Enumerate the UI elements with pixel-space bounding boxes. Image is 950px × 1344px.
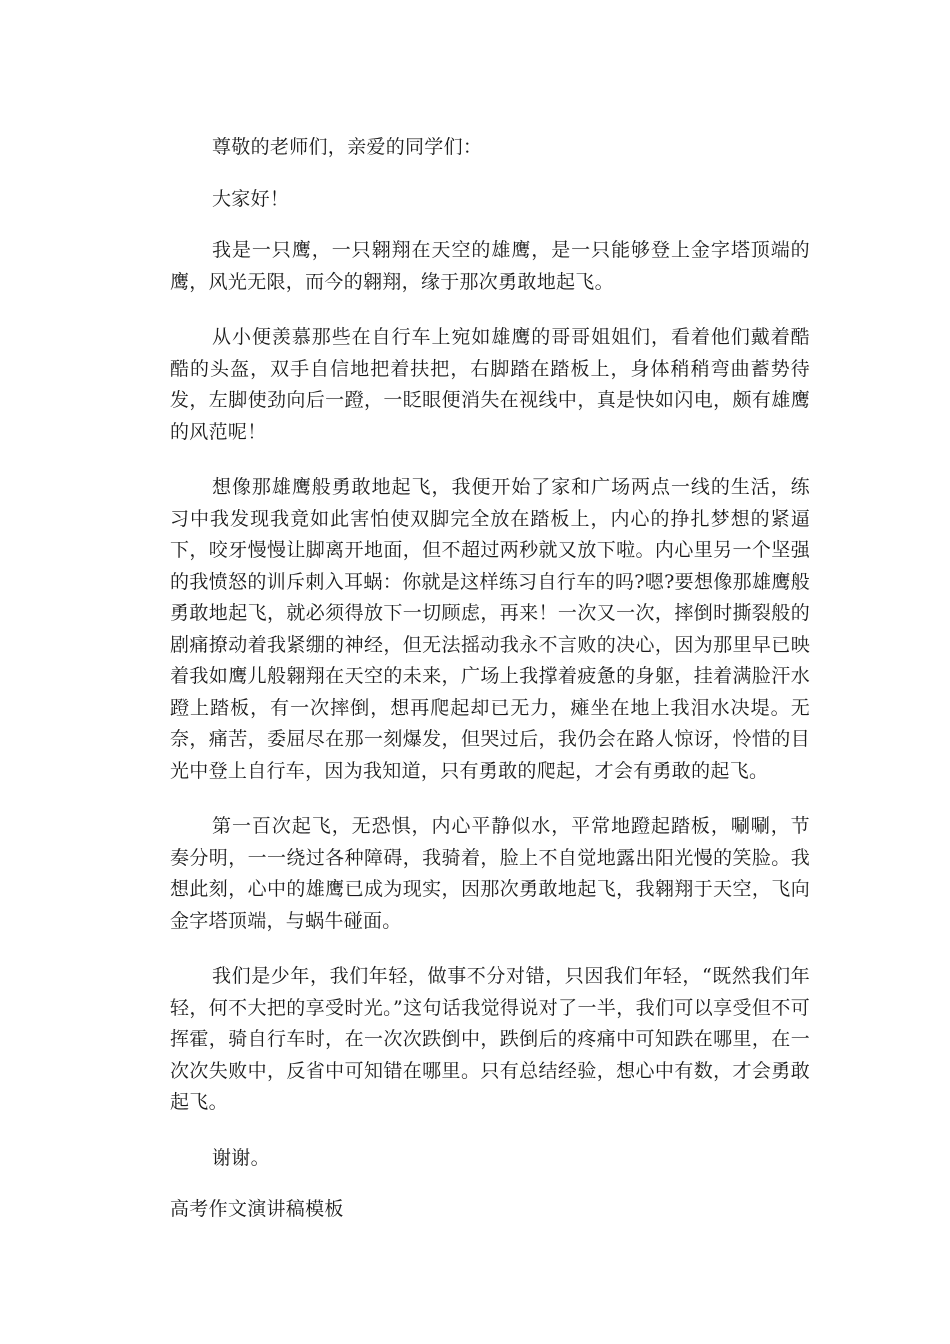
footer-title: 高考作文演讲稿模板 (170, 1198, 344, 1220)
closing-thanks: 谢谢。 (212, 1146, 270, 1169)
salutation: 尊敬的老师们，亲爱的同学们： (212, 136, 483, 158)
paragraph-youth: 我们是少年，我们年轻，做事不分对错，只因我们年轻，“既然我们年轻，何不大把的享受时光。”这句话我觉得说对了一半，我们可以享受但不可挥霍，骑自行车时，在一次次跌倒中，跌倒后的疼痛中可知跌在哪里，在一次次失败中，反省中可知错在哪里。只有总结经验，想心中有数，才会勇敢起飞。 (170, 965, 810, 1113)
speech-body (170, 132, 810, 1226)
paragraph-intro: 我是一只鹰，一只翱翔在天空的雄鹰，是一只能够登上金字塔顶端的鹰，风光无限，而今的翱翔，缘于那次勇敢地起飞。 (170, 239, 810, 293)
greeting: 大家好！ (212, 187, 290, 210)
paragraph-childhood: 从小便羡慕那些在自行车上宛如雄鹰的哥哥姐姐们，看着他们戴着酷酷的头盔，双手自信地把着扶把，右脚踏在踏板上，身体稍稍弯曲蓄势待发，左脚使劲向后一蹬，一眨眼便消失在视线中，真是快如闪电，颇有雄鹰的风范呢！ (170, 326, 810, 443)
paragraph-hundredth-flight: 第一百次起飞，无恐惧，内心平静似水，平常地蹬起踏板，唰唰，节奏分明，一一绕过各种障碍，我骑着，脸上不自觉地露出阳光慢的笑脸。我想此刻，心中的雄鹰已成为现实，因那次勇敢地起飞，我翱翔于天空，飞向金字塔顶端，与蜗牛碰面。 (170, 815, 810, 932)
paragraph-practice: 想像那雄鹰般勇敢地起飞，我便开始了家和广场两点一线的生活，练习中我发现我竟如此害怕使双脚完全放在踏板上，内心的挣扎梦想的紧逼下，咬牙慢慢让脚离开地面，但不超过两秒就又放下啦。内心里另一个坚强的我愤怒的训斥刺入耳蜗：你就是这样练习自行车的吗?嗯?要想像那雄鹰般勇敢地起飞，就必须得放下一切顾虑，再来！一次又一次，摔倒时撕裂般的剧痛撩动着我紧绷的神经，但无法摇动我永不言败的决心，因为那里早已映着我如鹰儿般翱翔在天空的未来，广场上我撑着疲惫的身躯，挂着满脸汗水蹬上踏板，有一次摔倒，想再爬起却已无力，瘫坐在地上我泪水决堤。无奈，痛苦，委屈尽在那一刻爆发，但哭过后，我仍会在路人惊讶，怜惜的目光中登上自行车，因为我知道，只有勇敢的爬起，才会有勇敢的起飞。 (170, 476, 810, 782)
